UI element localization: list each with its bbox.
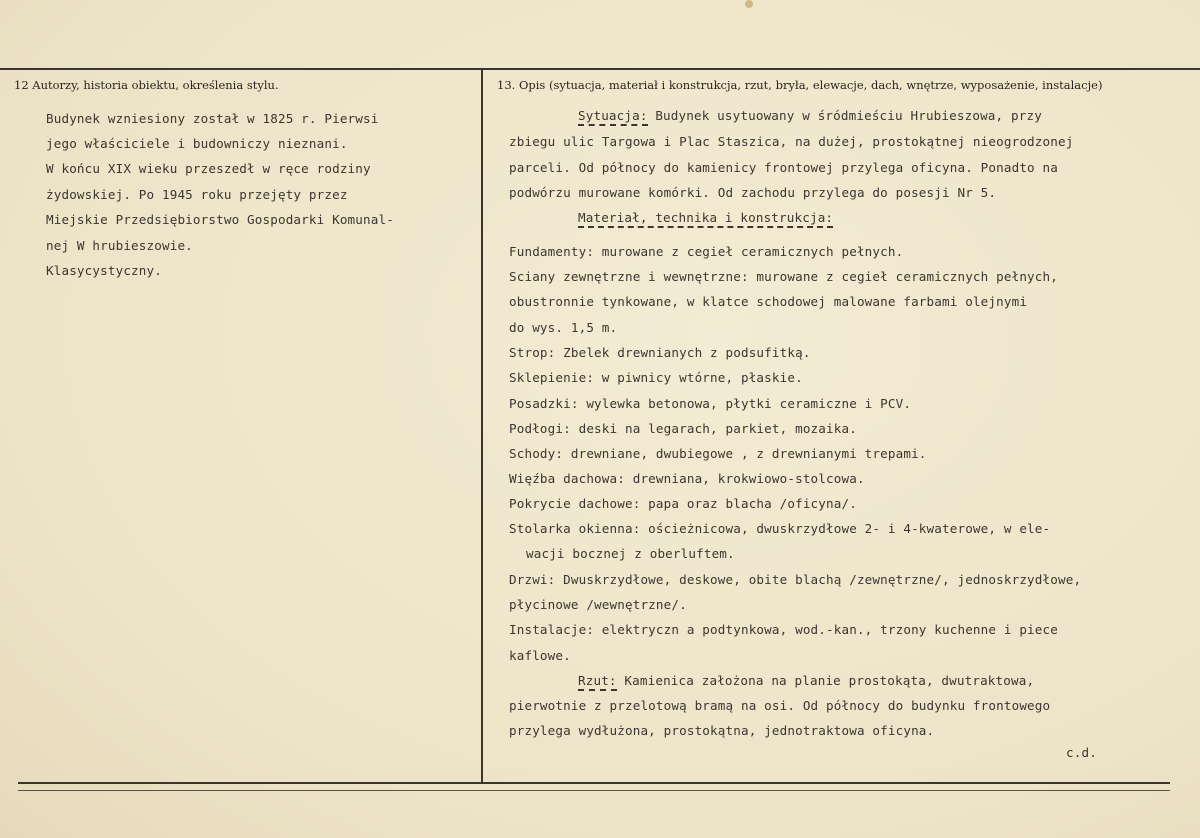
material-line: Stolarka okienna: ościeżnicowa, dwuskrzydłowe 2- i 4-kwaterowe, w ele- — [509, 521, 1051, 536]
material-line: Strop: Zbelek drewnianych z podsufitką. — [509, 345, 811, 360]
left-line: żydowskiej. Po 1945 roku przejęty przez — [46, 187, 348, 202]
continued-marker: c.d. — [1066, 745, 1097, 760]
sytuacja-line — [578, 108, 1042, 123]
paper-stain — [745, 0, 753, 8]
material-line: obustronnie tynkowane, w klatce schodowej malowane farbami olejnymi — [509, 294, 1028, 309]
rzut-line: przylega wydłużona, prostokątna, jednotraktowa oficyna. — [509, 723, 935, 738]
material-line: Drzwi: Dwuskrzydłowe, deskowe, obite blachą /zewnętrzne/, jednoskrzydłowe, — [509, 572, 1082, 587]
sytuacja-text: Budynek usytuowany w śródmieściu Hrubieszowa, przy — [647, 108, 1042, 123]
column-divider — [481, 69, 483, 782]
sytuacja-line: parceli. Od północy do kamienicy frontowej przylega oficyna. Ponadto na — [509, 160, 1058, 175]
rzut-label: Rzut: — [578, 673, 617, 691]
material-line: Schody: drewniane, dwubiegowe , z drewnianymi trepami. — [509, 446, 927, 461]
left-line: jego właściciele i budowniczy nieznani. — [46, 136, 348, 151]
material-line: Fundamenty: murowane z cegieł ceramicznych pełnych. — [509, 244, 904, 259]
left-line: Klasycystyczny. — [46, 263, 162, 278]
bottom-rule — [18, 782, 1170, 784]
sytuacja-line: podwórzu murowane komórki. Od zachodu przylega do posesji Nr 5. — [509, 185, 997, 200]
bottom-rule-thin — [18, 790, 1170, 791]
rzut-line — [578, 673, 1034, 688]
rzut-line: pierwotnie z przelotową bramą na osi. Od północy do budynku frontowego — [509, 698, 1051, 713]
sytuacja-line: zbiegu ulic Targowa i Plac Staszica, na dużej, prostokątnej nieogrodzonej — [509, 134, 1074, 149]
material-line: Posadzki: wylewka betonowa, płytki ceramiczne i PCV. — [509, 396, 912, 411]
left-line: Miejskie Przedsiębiorstwo Gospodarki Komunal- — [46, 212, 394, 227]
material-line: Więźba dachowa: drewniana, krokwiowo-stolcowa. — [509, 471, 865, 486]
left-line: nej W hrubieszowie. — [46, 238, 193, 253]
material-line: Instalacje: elektryczn a podtynkowa, wod.-kan., trzony kuchenne i piece — [509, 622, 1058, 637]
left-column-header: 12 Autorzy, historia obiektu, określenia stylu. — [14, 78, 279, 92]
material-line: kaflowe. — [509, 648, 571, 663]
left-line: Budynek wzniesiony został w 1825 r. Pierwsi — [46, 111, 379, 126]
left-line: W końcu XIX wieku przeszedł w ręce rodziny — [46, 161, 371, 176]
top-rule — [0, 68, 1200, 70]
right-column-header: 13. Opis (sytuacja, materiał i konstrukcja, rzut, bryła, elewacje, dach, wnętrze, wyposażenie, instalacje) — [497, 78, 1103, 92]
material-label: Materiał, technika i konstrukcja: — [578, 210, 833, 228]
material-line: do wys. 1,5 m. — [509, 320, 618, 335]
material-heading — [578, 210, 833, 225]
material-line: Podłogi: deski na legarach, parkiet, mozaika. — [509, 421, 857, 436]
material-line: Pokrycie dachowe: papa oraz blacha /oficyna/. — [509, 496, 857, 511]
material-line: Sklepienie: w piwnicy wtórne, płaskie. — [509, 370, 803, 385]
sytuacja-label: Sytuacja: — [578, 108, 648, 126]
rzut-text: Kamienica założona na planie prostokąta, dwutraktowa, — [616, 673, 1035, 688]
material-line: płycinowe /wewnętrzne/. — [509, 597, 687, 612]
material-line: Sciany zewnętrzne i wewnętrzne: murowane z cegieł ceramicznych pełnych, — [509, 269, 1058, 284]
material-line: wacji bocznej z oberluftem. — [526, 546, 735, 561]
